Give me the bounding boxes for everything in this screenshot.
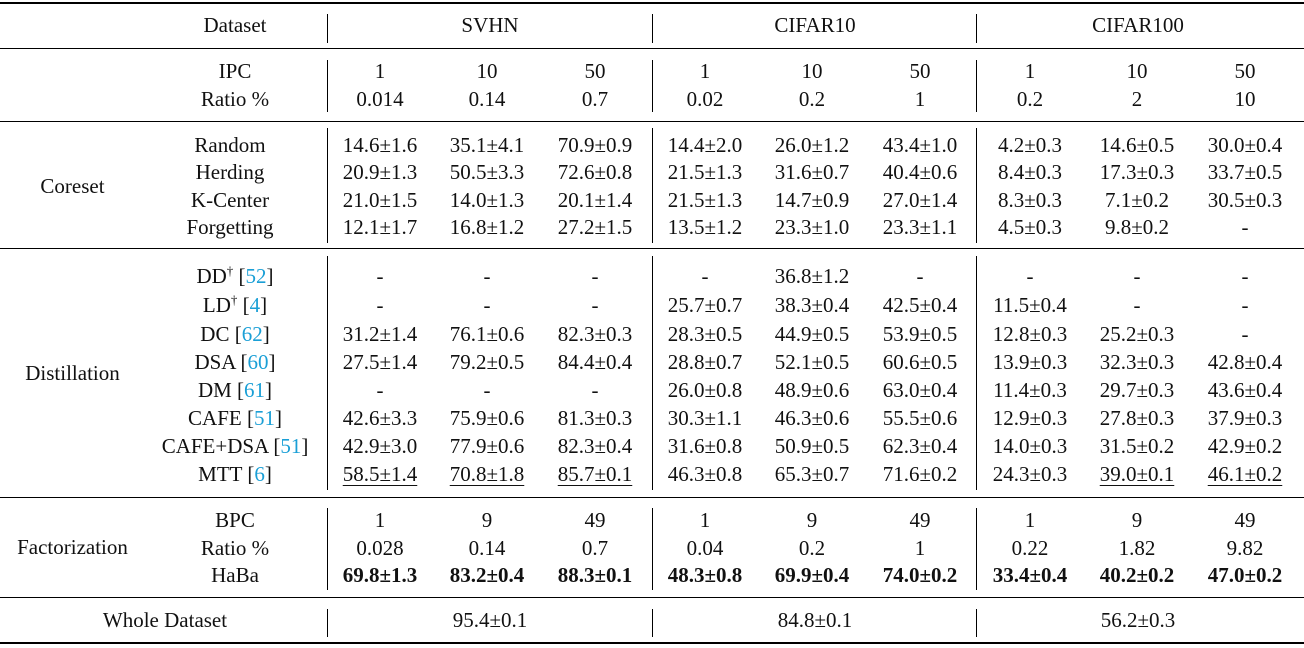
bpc-value: 9 — [806, 508, 818, 532]
citation-link[interactable]: 52 — [245, 264, 267, 288]
factorization-ratio-value: 1.82 — [1118, 536, 1156, 560]
distillation-group-label: Distillation — [25, 361, 120, 385]
distillation-value: 31.5±0.2 — [1099, 434, 1175, 458]
ratio-cell: 0.2 — [1016, 87, 1044, 111]
distillation-value: - — [591, 264, 599, 288]
column-separator — [327, 14, 328, 43]
factorization-ratio-value: 0.7 — [581, 536, 609, 560]
method-label: Herding — [195, 160, 265, 184]
factorization-group-label: Factorization — [17, 535, 128, 559]
method-name: DM — [197, 378, 232, 402]
distillation-value: - — [1133, 293, 1141, 317]
method-label: K-Center — [190, 188, 270, 212]
haba-value: 83.2±0.4 — [449, 563, 525, 587]
distillation-value: - — [1133, 264, 1141, 288]
distillation-value: 85.7±0.1 — [557, 462, 633, 486]
distillation-value: 38.3±0.4 — [774, 293, 850, 317]
haba-value: 33.4±0.4 — [992, 563, 1068, 587]
header-rule — [0, 48, 1304, 49]
column-separator — [652, 609, 653, 637]
coreset-value: 50.5±3.3 — [449, 160, 525, 184]
coreset-value: 31.6±0.7 — [774, 160, 850, 184]
distillation-value: 50.9±0.5 — [774, 434, 850, 458]
coreset-value: 23.3±1.0 — [774, 215, 850, 239]
cifar10-header: CIFAR10 — [774, 13, 856, 37]
coreset-value: 21.0±1.5 — [342, 188, 418, 212]
citation-link[interactable]: 60 — [247, 350, 269, 374]
haba-value: 74.0±0.2 — [882, 563, 958, 587]
ipc-cell: 10 — [1126, 59, 1148, 83]
factorization-ratio-value: 1 — [914, 536, 926, 560]
coreset-value: 21.5±1.3 — [667, 160, 743, 184]
method-label: DSA [60] — [194, 350, 276, 374]
bpc-value: 1 — [699, 508, 711, 532]
coreset-value: 4.5±0.3 — [997, 215, 1063, 239]
distillation-value: 24.3±0.3 — [992, 462, 1068, 486]
coreset-value: - — [1241, 215, 1249, 239]
method-name: LD — [202, 293, 231, 317]
haba-value: 88.3±0.1 — [557, 563, 633, 587]
method-name: CAFE+DSA — [161, 434, 269, 458]
ipc-cell: 1 — [1024, 59, 1036, 83]
coreset-value: 8.4±0.3 — [997, 160, 1063, 184]
distillation-value: 32.3±0.3 — [1099, 350, 1175, 374]
whole-cifar10-value: 84.8±0.1 — [777, 608, 853, 632]
column-separator — [976, 14, 977, 43]
distillation-value: 12.9±0.3 — [992, 406, 1068, 430]
column-separator — [976, 508, 977, 590]
distillation-value: 76.1±0.6 — [449, 322, 525, 346]
distillation-value: - — [376, 264, 384, 288]
ipc-cell: 1 — [699, 59, 711, 83]
distillation-value: 25.7±0.7 — [667, 293, 743, 317]
distillation-value: - — [376, 293, 384, 317]
bpc-value: 1 — [374, 508, 386, 532]
ipc-cell: 10 — [476, 59, 498, 83]
factorization-ratio-label: Ratio % — [200, 536, 270, 560]
distillation-value: 36.8±1.2 — [774, 264, 850, 288]
coreset-value: 14.0±1.3 — [449, 188, 525, 212]
whole-svhn-value: 95.4±0.1 — [452, 608, 528, 632]
coreset-value: 14.6±1.6 — [342, 133, 418, 157]
distillation-value: 62.3±0.4 — [882, 434, 958, 458]
svhn-header: SVHN — [461, 13, 519, 37]
distillation-value: - — [1241, 322, 1249, 346]
factorization-ratio-value: 9.82 — [1226, 536, 1264, 560]
coreset-group-label: Coreset — [40, 174, 105, 198]
method-name: MTT — [198, 462, 243, 486]
method-label: MTT [6] — [198, 462, 272, 486]
column-separator — [976, 609, 977, 637]
coreset-value: 27.0±1.4 — [882, 188, 958, 212]
cifar100-header: CIFAR100 — [1092, 13, 1184, 37]
distillation-value: 43.6±0.4 — [1207, 378, 1283, 402]
coreset-value: 35.1±4.1 — [449, 133, 525, 157]
coreset-value: 20.1±1.4 — [557, 188, 633, 212]
distillation-value: - — [483, 378, 491, 402]
bpc-value: 9 — [1131, 508, 1143, 532]
distillation-value: 77.9±0.6 — [449, 434, 525, 458]
distillation-value: 28.8±0.7 — [667, 350, 743, 374]
column-separator — [976, 60, 977, 112]
distillation-value: 13.9±0.3 — [992, 350, 1068, 374]
distillation-value: 46.3±0.8 — [667, 462, 743, 486]
coreset-value: 30.0±0.4 — [1207, 133, 1283, 157]
ipc-label: IPC — [218, 59, 252, 83]
coreset-value: 23.3±1.1 — [882, 215, 958, 239]
whole-dataset-label: Whole Dataset — [102, 608, 228, 632]
column-separator — [652, 14, 653, 43]
bpc-value: 49 — [584, 508, 606, 532]
coreset-value: 26.0±1.2 — [774, 133, 850, 157]
ipc-cell: 50 — [909, 59, 931, 83]
citation-link[interactable]: 51 — [280, 434, 302, 458]
distillation-value: 84.4±0.4 — [557, 350, 633, 374]
distillation-value: 26.0±0.8 — [667, 378, 743, 402]
distillation-value: 82.3±0.4 — [557, 434, 633, 458]
haba-label: HaBa — [211, 563, 259, 587]
method-label: LD† [4] — [202, 292, 268, 317]
factorization-ratio-value: 0.028 — [356, 536, 404, 560]
haba-value: 69.8±1.3 — [342, 563, 418, 587]
method-label: CAFE+DSA [51] — [161, 434, 309, 458]
distillation-value: - — [916, 264, 924, 288]
dagger-mark: † — [230, 292, 238, 307]
column-separator — [976, 128, 977, 243]
distillation-value: 11.4±0.3 — [993, 378, 1067, 402]
distillation-value: 42.5±0.4 — [882, 293, 958, 317]
haba-value: 48.3±0.8 — [667, 563, 743, 587]
coreset-value: 14.6±0.5 — [1099, 133, 1175, 157]
coreset-value: 12.1±1.7 — [342, 215, 418, 239]
distillation-value: 12.8±0.3 — [992, 322, 1068, 346]
distillation-value: 42.9±0.2 — [1207, 434, 1283, 458]
coreset-value: 17.3±0.3 — [1099, 160, 1175, 184]
distillation-value: 29.7±0.3 — [1099, 378, 1175, 402]
distillation-value: - — [1241, 264, 1249, 288]
distillation-value: 28.3±0.5 — [667, 322, 743, 346]
distillation-value: - — [591, 293, 599, 317]
distillation-value: 31.2±1.4 — [342, 322, 418, 346]
distillation-value: - — [483, 264, 491, 288]
coreset-value: 72.6±0.8 — [557, 160, 633, 184]
bottom-rule — [0, 642, 1304, 644]
distillation-value: 30.3±1.1 — [667, 406, 743, 430]
distillation-value: 82.3±0.3 — [557, 322, 633, 346]
distillation-value: 42.6±3.3 — [342, 406, 418, 430]
ratio-cell: 10 — [1234, 87, 1256, 111]
bpc-value: 9 — [481, 508, 493, 532]
distillation-value: 42.9±3.0 — [342, 434, 418, 458]
factorization-ratio-value: 0.04 — [686, 536, 724, 560]
method-name: DC — [200, 322, 230, 346]
column-separator — [327, 609, 328, 637]
distillation-value: 58.5±1.4 — [342, 462, 418, 486]
coreset-value: 43.4±1.0 — [882, 133, 958, 157]
distillation-value: - — [1241, 293, 1249, 317]
bpc-value: 1 — [1024, 508, 1036, 532]
distillation-value: 53.9±0.5 — [882, 322, 958, 346]
distillation-value: 63.0±0.4 — [882, 378, 958, 402]
citation-link[interactable]: 4 — [249, 293, 261, 317]
method-label: DM [61] — [197, 378, 273, 402]
factorization-ratio-value: 0.14 — [468, 536, 506, 560]
coreset-value: 14.4±2.0 — [667, 133, 743, 157]
distillation-value: - — [483, 293, 491, 317]
coreset-value: 21.5±1.3 — [667, 188, 743, 212]
distillation-value: - — [376, 378, 384, 402]
distillation-value: 27.8±0.3 — [1099, 406, 1175, 430]
distillation-value: 75.9±0.6 — [449, 406, 525, 430]
method-name: CAFE — [188, 406, 242, 430]
coreset-value: 27.2±1.5 — [557, 215, 633, 239]
ratio-cell: 0.2 — [798, 87, 826, 111]
distillation-value: 60.6±0.5 — [882, 350, 958, 374]
distillation-value: - — [701, 264, 709, 288]
coreset-value: 7.1±0.2 — [1104, 188, 1170, 212]
ipc-cell: 1 — [374, 59, 386, 83]
ipc-cell: 50 — [1234, 59, 1256, 83]
ratio-cell: 0.02 — [686, 87, 724, 111]
coreset-value: 20.9±1.3 — [342, 160, 418, 184]
distillation-value: 48.9±0.6 — [774, 378, 850, 402]
distillation-value: 70.8±1.8 — [449, 462, 525, 486]
method-label: Forgetting — [186, 215, 274, 239]
distillation-value: 46.1±0.2 — [1207, 462, 1283, 486]
dagger-mark: † — [226, 263, 234, 278]
bpc-value: 49 — [1234, 508, 1256, 532]
coreset-rule — [0, 248, 1304, 249]
method-label: Random — [194, 133, 266, 157]
citation-link[interactable]: 51 — [253, 406, 275, 430]
distillation-value: - — [591, 378, 599, 402]
coreset-value: 14.7±0.9 — [774, 188, 850, 212]
method-label: DC [62] — [200, 322, 270, 346]
factorization-ratio-value: 0.2 — [798, 536, 826, 560]
coreset-value: 13.5±1.2 — [667, 215, 743, 239]
ipc-cell: 50 — [584, 59, 606, 83]
coreset-value: 33.7±0.5 — [1207, 160, 1283, 184]
distillation-value: 31.6±0.8 — [667, 434, 743, 458]
bpc-value: 49 — [909, 508, 931, 532]
distillation-value: 79.2±0.5 — [449, 350, 525, 374]
bpc-label: BPC — [215, 508, 255, 532]
coreset-value: 8.3±0.3 — [997, 188, 1063, 212]
ratio-label: Ratio % — [200, 87, 270, 111]
column-separator — [976, 256, 977, 490]
factorization-rule — [0, 597, 1304, 598]
ratio-cell: 1 — [914, 87, 926, 111]
distillation-value: 71.6±0.2 — [882, 462, 958, 486]
ratio-cell: 0.7 — [581, 87, 609, 111]
coreset-value: 16.8±1.2 — [449, 215, 525, 239]
distillation-value: 44.9±0.5 — [774, 322, 850, 346]
ratio-cell: 0.14 — [468, 87, 506, 111]
whole-cifar100-value: 56.2±0.3 — [1100, 608, 1176, 632]
top-rule — [0, 2, 1304, 4]
distillation-value: 25.2±0.3 — [1099, 322, 1175, 346]
citation-link[interactable]: 61 — [244, 378, 266, 402]
ipc-cell: 10 — [801, 59, 823, 83]
coreset-value: 30.5±0.3 — [1207, 188, 1283, 212]
method-label: CAFE [51] — [188, 406, 282, 430]
coreset-value: 40.4±0.6 — [882, 160, 958, 184]
haba-value: 47.0±0.2 — [1207, 563, 1283, 587]
citation-link[interactable]: 6 — [254, 462, 265, 486]
dataset-header: Dataset — [203, 13, 267, 37]
factorization-ratio-value: 0.22 — [1011, 536, 1049, 560]
distillation-value: 37.9±0.3 — [1207, 406, 1283, 430]
ratio-cell: 0.014 — [356, 87, 404, 111]
distillation-value: - — [1026, 264, 1034, 288]
coreset-value: 70.9±0.9 — [557, 133, 633, 157]
citation-link[interactable]: 62 — [241, 322, 263, 346]
ipc-rule — [0, 121, 1304, 122]
method-label: DD† [52] — [196, 263, 274, 288]
distillation-value: 46.3±0.6 — [774, 406, 850, 430]
coreset-value: 9.8±0.2 — [1104, 215, 1170, 239]
haba-value: 40.2±0.2 — [1099, 563, 1175, 587]
distillation-rule — [0, 497, 1304, 498]
coreset-value: 4.2±0.3 — [997, 133, 1063, 157]
distillation-value: 55.5±0.6 — [882, 406, 958, 430]
method-name: DD — [196, 264, 227, 288]
distillation-value: 14.0±0.3 — [992, 434, 1068, 458]
distillation-value: 42.8±0.4 — [1207, 350, 1283, 374]
distillation-value: 39.0±0.1 — [1099, 462, 1175, 486]
haba-value: 69.9±0.4 — [774, 563, 850, 587]
ratio-cell: 2 — [1131, 87, 1143, 111]
distillation-value: 27.5±1.4 — [342, 350, 418, 374]
distillation-value: 65.3±0.7 — [774, 462, 850, 486]
distillation-value: 11.5±0.4 — [993, 293, 1067, 317]
distillation-value: 52.1±0.5 — [774, 350, 850, 374]
method-name: DSA — [194, 350, 236, 374]
distillation-value: 81.3±0.3 — [557, 406, 633, 430]
